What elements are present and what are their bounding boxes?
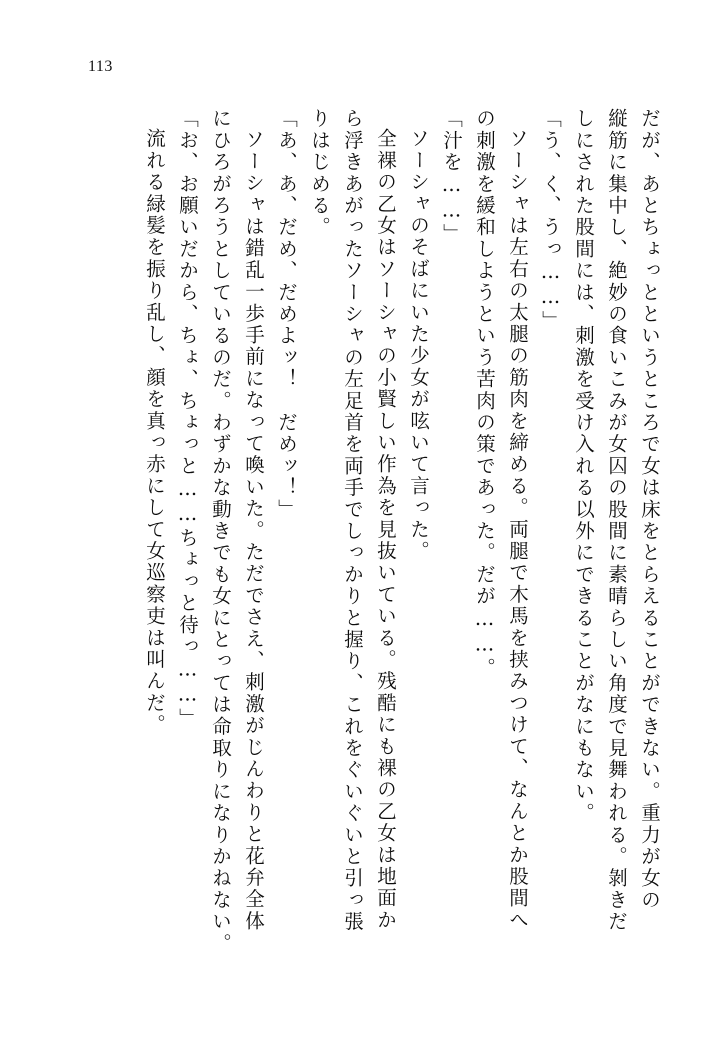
- text-line: ソーシャは錯乱一歩手前になって喚いた。ただでさえ、刺激がじんわりと花弁全体: [242, 129, 265, 932]
- text-line: 全裸の乙女はソーシャの小賢しい作為を見抜いている。残酷にも裸の乙女は地面か: [374, 128, 397, 931]
- text-line: 「あ、あ、だめ、だめよッ！ だめッ！」: [275, 108, 298, 521]
- text-line: だが、あとちょっとというところで女は床をとらえることができない。重力が女の: [638, 108, 661, 911]
- page-number: 113: [88, 58, 113, 75]
- text-line: 「お、お願いだから、ちょ、ちょっと……ちょっと待っ……」: [176, 108, 199, 730]
- text-line: りはじめる。: [308, 108, 331, 239]
- vertical-text-body: [52, 108, 659, 988]
- text-line: 「汁を……」: [440, 108, 463, 246]
- text-line: ソーシャは左右の太腿の筋肉を締める。両腿で木馬を挟みつけて、なんとか股間へ: [506, 128, 529, 931]
- text-line: ソーシャのそばにいた少女が呟いて言った。: [407, 128, 430, 562]
- text-line: にひろがろうとしているのだ。わずかな動きでも女にとっては命取りになりかねない。: [209, 108, 232, 955]
- text-line: 縦筋に集中し、絶妙の食いこみが女囚の股間に素晴らしい角度で見舞われる。剝きだ: [605, 108, 628, 933]
- text-line: しにされた股間には、刺激を受け入れる以外にできることがなにもない。: [572, 108, 595, 825]
- text-line: 「う、く、うっ……」: [539, 108, 562, 332]
- text-line: ら浮きあがったソーシャの左足首を両手でしっかりと握り、これをぐいぐいと引っ張: [341, 108, 364, 933]
- text-line: 流れる緑髪を振り乱し、顔を真っ赤にして女巡察吏は叫んだ。: [143, 128, 166, 736]
- text-line: の刺激を緩和しようという苦肉の策であった。だが……。: [473, 108, 496, 680]
